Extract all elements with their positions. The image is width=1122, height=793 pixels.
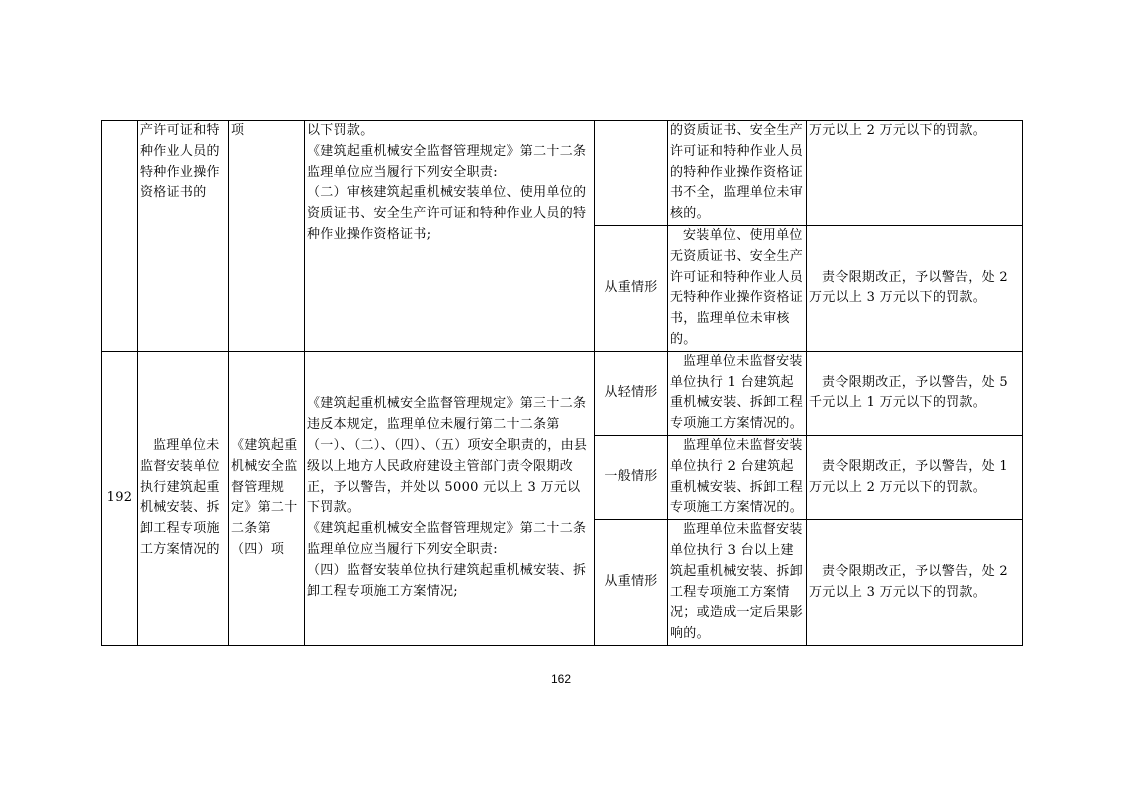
situation-cell: 监理单位未监督安装单位执行 3 台以上建筑起重机械安装、拆卸工程专项施工方案情况；或造成一定后果影响的。 — [668, 520, 807, 646]
penalty-basis-cell: 《建筑起重机械安全监督管理规定》第三十二条 违反本规定，监理单位未履行第二十二条第（一）、（二）、（四）、（五）项安全职责的，由县级以上地方人民政府建设主管部门责令限期改正，予以警告，并处以 5000 元以上 3 万元以下罚款。 《建筑起重机械安全监督管理规定》第二十二条 监理单位应当履行下列安全职责: （四）监督安装单位执行建筑起重机械安装、拆卸工程专项施工方案情况; — [305, 351, 595, 645]
penalty-cell: 责令限期改正，予以警告，处 2 万元以上 3 万元以下的罚款。 — [807, 520, 1023, 646]
serial-number-cell: 192 — [102, 351, 138, 645]
violation-item-cell: 产许可证和特种作业人员的特种作业操作资格证书的 — [138, 121, 229, 352]
penalty-cell: 责令限期改正，予以警告，处 2 万元以上 3 万元以下的罚款。 — [807, 225, 1023, 351]
serial-number-cell — [102, 121, 138, 352]
page-number: 162 — [550, 672, 572, 686]
grade-cell: 从重情形 — [595, 520, 668, 646]
penalty-standard-table — [101, 120, 1023, 646]
grade-cell: 从重情形 — [595, 225, 668, 351]
table-row — [102, 351, 1023, 435]
legal-basis-cell: 项 — [229, 121, 305, 352]
penalty-cell: 责令限期改正，予以警告，处 5 千元以上 1 万元以下的罚款。 — [807, 351, 1023, 435]
penalty-cell: 责令限期改正，予以警告，处 1 万元以上 2 万元以下的罚款。 — [807, 435, 1023, 519]
table-row — [102, 121, 1023, 226]
penalty-cell: 万元以上 2 万元以下的罚款。 — [807, 121, 1023, 226]
grade-cell — [595, 121, 668, 226]
situation-cell: 安装单位、使用单位无资质证书、安全生产许可证和特种作业人员无特种作业操作资格证书，监理单位未审核的。 — [668, 225, 807, 351]
grade-cell: 一般情形 — [595, 435, 668, 519]
violation-item-cell: 监理单位未监督安装单位执行建筑起重机械安装、拆卸工程专项施工方案情况的 — [138, 351, 229, 645]
grade-cell: 从轻情形 — [595, 351, 668, 435]
situation-cell: 监理单位未监督安装单位执行 2 台建筑起重机械安装、拆卸工程专项施工方案情况的。 — [668, 435, 807, 519]
penalty-basis-cell: 以下罚款。 《建筑起重机械安全监督管理规定》第二十二条 监理单位应当履行下列安全职责: （二）审核建筑起重机械安装单位、使用单位的资质证书、安全生产许可证和特种作业人员的特种作业操作资格证书; — [305, 121, 595, 352]
legal-basis-cell: 《建筑起重机械安全监督管理规定》第二十二条第（四）项 — [229, 351, 305, 645]
situation-cell: 监理单位未监督安装单位执行 1 台建筑起重机械安装、拆卸工程专项施工方案情况的。 — [668, 351, 807, 435]
situation-cell: 的资质证书、安全生产许可证和特种作业人员的特种作业操作资格证书不全，监理单位未审核的。 — [668, 121, 807, 226]
